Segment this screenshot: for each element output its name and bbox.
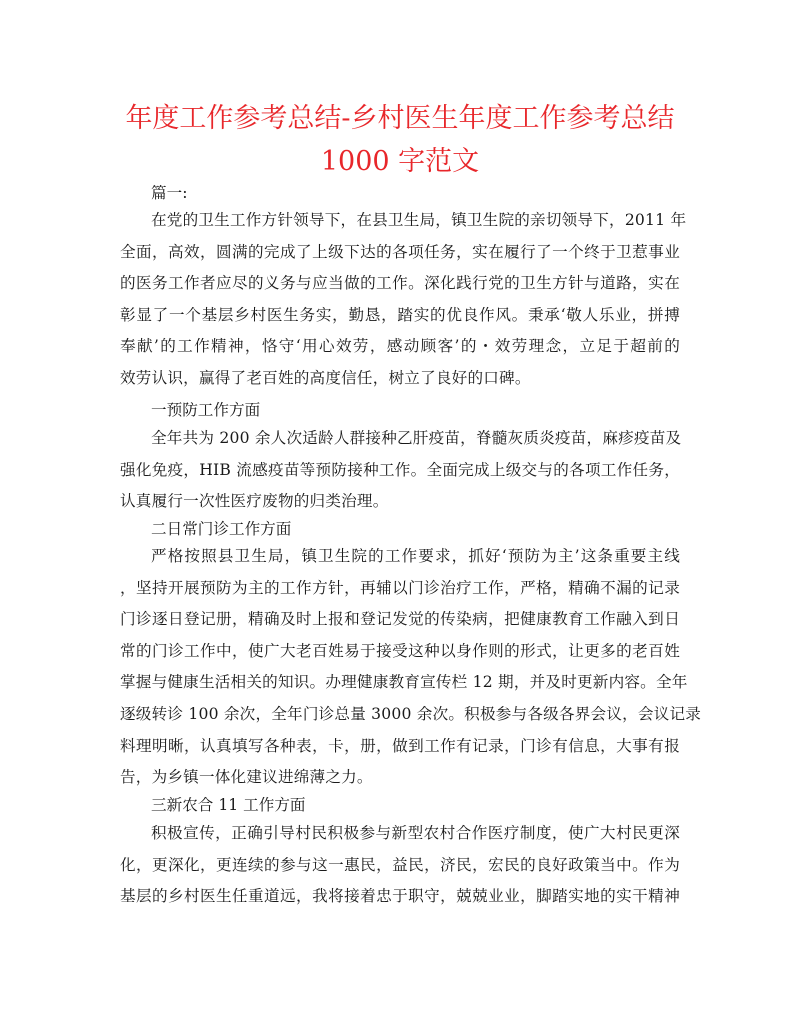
outpatient-line: 掌握与健康生活相关的知识。办理健康教育宣传栏 12 期，并及时更新内容。全年 (120, 673, 688, 692)
section-heading-prevention: 一预防工作方面 (151, 401, 261, 419)
intro-line: 在党的卫生工作方针领导下，在县卫生局，镇卫生院的亲切领导下，2011 年 (151, 211, 687, 229)
outpatient-paragraph (120, 541, 702, 794)
part-label: 篇一: (151, 184, 188, 202)
prevention-line: 认真履行一次性医疗废物的归类治理。 (120, 492, 389, 511)
rural-cooperative-line: 基层的乡村医生任重道远，我将接着忠于职守，兢兢业业，脚踏实地的实干精神 (120, 887, 680, 906)
section-heading-rural-cooperative: 三新农合 11 工作方面 (151, 796, 306, 814)
intro-line: 奉献’的工作精神，恪守‘用心效劳，感动顾客’的・效劳理念，立足于超前的 (120, 337, 680, 356)
document-title-line-1: 年度工作参考总结-乡村医生年度工作参考总结 (125, 103, 675, 134)
intro-line: 的医务工作者应尽的义务与应当做的工作。深化践行党的卫生方针与道路，实在 (120, 274, 680, 293)
outpatient-line: 常的门诊工作中，使广大老百姓易于接受这种以身作则的形式，让更多的老百姓 (120, 641, 680, 660)
outpatient-line: 严格按照县卫生局，镇卫生院的工作要求，抓好‘预防为主’这条重要主线 (151, 547, 680, 565)
rural-cooperative-paragraph (120, 818, 680, 913)
outpatient-line: 逐级转诊 100 余次，全年门诊总量 3000 余次。积极参与各级各界会议，会议记录 (120, 704, 702, 723)
outpatient-line: 告，为乡镇一体化建议进绵薄之力。 (120, 768, 373, 787)
intro-line: 全面，高效，圆满的完成了上级下达的各项任务，实在履行了一个终于卫惹事业 (120, 242, 680, 261)
outpatient-line: 门诊逐日登记册，精确及时上报和登记发觉的传染病，把健康教育工作融入到日 (120, 610, 680, 629)
intro-line: 效劳认识，赢得了老百姓的高度信任，树立了良好的口碑。 (120, 368, 531, 387)
rural-cooperative-line: 积极宣传，正确引导村民积极参与新型农村合作医疗制度，使广大村民更深 (151, 824, 680, 842)
rural-cooperative-line: 化，更深化，更连续的参与这一惠民，益民，济民，宏民的良好政策当中。作为 (120, 855, 680, 874)
prevention-line: 全年共为 200 余人次适龄人群接种乙肝疫苗，脊髓灰质炎疫苗，麻疹疫苗及 (151, 429, 682, 447)
prevention-paragraph (120, 423, 680, 518)
section-heading-outpatient: 二日常门诊工作方面 (151, 520, 292, 538)
intro-line: 彰显了一个基层乡村医生务实，勤恳，踏实的优良作风。秉承‘敬人乐业，拼搏 (120, 305, 680, 324)
document-title-line-2: 1000 字范文 (320, 146, 480, 177)
outpatient-line: 料理明晰，认真填写各种表，卡，册，做到工作有记录，门诊有信息，大事有报 (120, 736, 680, 755)
prevention-line: 强化免疫，HIB 流感疫苗等预防接种工作。全面完成上级交与的各项工作任务， (120, 460, 680, 479)
intro-paragraph (120, 205, 687, 395)
outpatient-line: ，坚持开展预防为主的工作方针，再辅以门诊治疗工作，严格，精确不漏的记录 (120, 578, 680, 597)
